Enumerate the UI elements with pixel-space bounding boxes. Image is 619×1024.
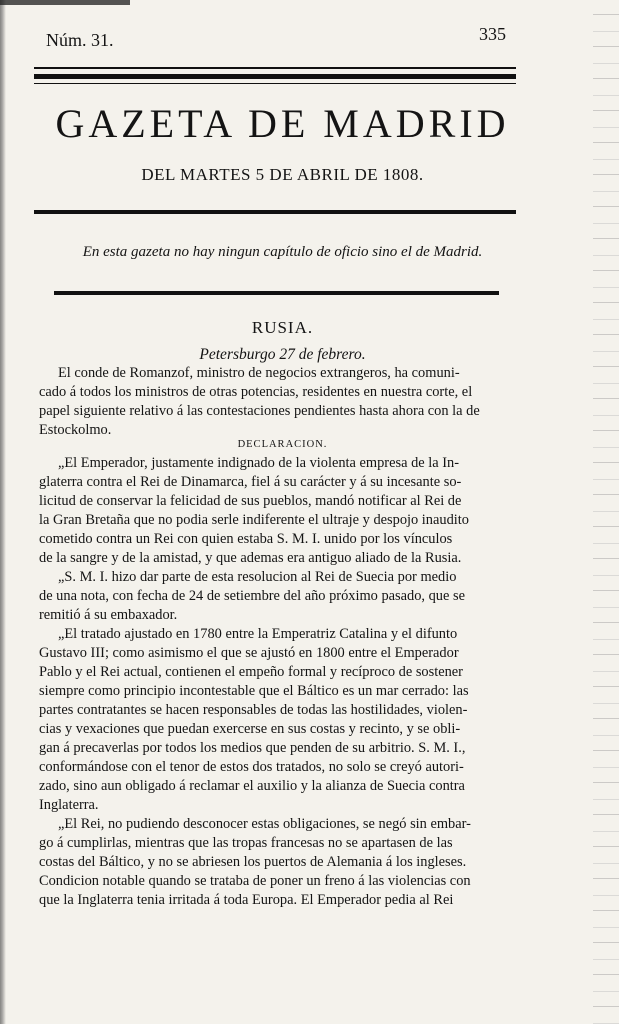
body-line: gan á precaverlas por todos los medios que penden de su arbitrio. S. M. I.,	[39, 740, 466, 756]
body-line: cias y vexaciones que puedan exercerse en sus costas y recinto, y se obli-	[39, 721, 461, 737]
page-edge-shadow	[0, 0, 6, 1024]
body-line: glaterra contra el Rei de Dinamarca, fiel á su carácter y á su incesante so-	[39, 474, 462, 490]
masthead-title: GAZETA DE MADRID	[55, 101, 510, 146]
masthead-rule	[34, 210, 516, 214]
intro-line: Estockolmo.	[39, 422, 112, 438]
official-notice: En esta gazeta no hay ningun capítulo de oficio sino el de Madrid.	[82, 244, 483, 260]
page-number: 335	[479, 24, 506, 44]
body-line: costas del Báltico, y no se abriesen los puertos de Alemania á los ingleses.	[39, 854, 467, 870]
body-line: Pablo y el Rei actual, contienen el empeño formal y recíproco de sostener	[39, 664, 463, 680]
body-line: go á cumplirlas, mientras que las tropas francesas no se apartasen de las	[39, 835, 453, 851]
body-line: licitud de conservar la felicidad de sus pueblos, mandó notificar al Rei de	[39, 493, 462, 509]
body-line: de una nota, con fecha de 24 de setiembre del año próximo pasado, que se	[39, 588, 465, 604]
body-line: „El Emperador, justamente indignado de la violenta empresa de la In-	[58, 455, 460, 471]
body-line: Gustavo III; como asimismo el que se ajustó en 1800 entre el Emperador	[39, 645, 459, 661]
section-title: RUSIA.	[251, 318, 314, 337]
body-line: „S. M. I. hizo dar parte de esta resolucion al Rei de Suecia por medio	[58, 569, 457, 585]
body-line: remitió á su embaxador.	[39, 607, 178, 623]
body-line: Condicion notable quando se trataba de poner un freno á las violencias con	[39, 873, 471, 889]
body-line: conformándose con el tenor de estos dos tratados, no solo se creyó autori-	[39, 759, 464, 775]
body-line: la Gran Bretaña que no podia serle indiferente el ultraje y despojo inaudito	[39, 512, 469, 528]
issue-number: Núm. 31.	[46, 30, 114, 50]
ink-smudge	[0, 0, 130, 5]
body-line: de la sangre y de la amistad, y que ademas era antiguo aliado de la Rusia.	[39, 550, 462, 566]
body-line: zado, sino aun obligado á reclamar el auxilio y la alianza de Suecia contra	[39, 778, 465, 794]
body-line: „El tratado ajustado en 1780 entre la Emperatriz Catalina y el difunto	[58, 626, 458, 642]
body-line: Inglaterra.	[39, 797, 99, 813]
top-rule-thick	[34, 74, 516, 79]
intro-line: papel siguiente relativo á las contestaciones pendientes hasta ahora con la de	[39, 403, 480, 419]
dateline-place: Petersburgo 27 de febrero.	[199, 346, 366, 363]
torn-page-edge	[593, 0, 619, 1024]
top-rule-thin-lower	[34, 83, 516, 84]
notice-rule	[54, 291, 499, 295]
intro-line: El conde de Romanzof, ministro de negocios extrangeros, ha comuni-	[58, 365, 460, 381]
issue-date: DEL MARTES 5 DE ABRIL DE 1808.	[141, 165, 424, 184]
body-line: partes contratantes se hacen responsables de todas las hostilidades, violen-	[39, 702, 468, 718]
body-line: cometido contra un Rei con quien estaba S. M. I. unido por los vínculos	[39, 531, 453, 547]
body-line: „El Rei, no pudiendo desconocer estas obligaciones, se negó sin embar-	[58, 816, 471, 832]
top-rule-thin	[34, 67, 516, 69]
intro-line: cado á todos los ministros de otras potencias, residentes en nuestra corte, el	[39, 384, 473, 400]
declaration-heading: DECLARACION.	[237, 439, 328, 450]
body-line: siempre como principio incontestable que el Báltico es un mar cerrado: las	[39, 683, 469, 699]
body-line: que la Inglaterra tenia irritada á toda Europa. El Emperador pedia al Rei	[39, 892, 454, 908]
